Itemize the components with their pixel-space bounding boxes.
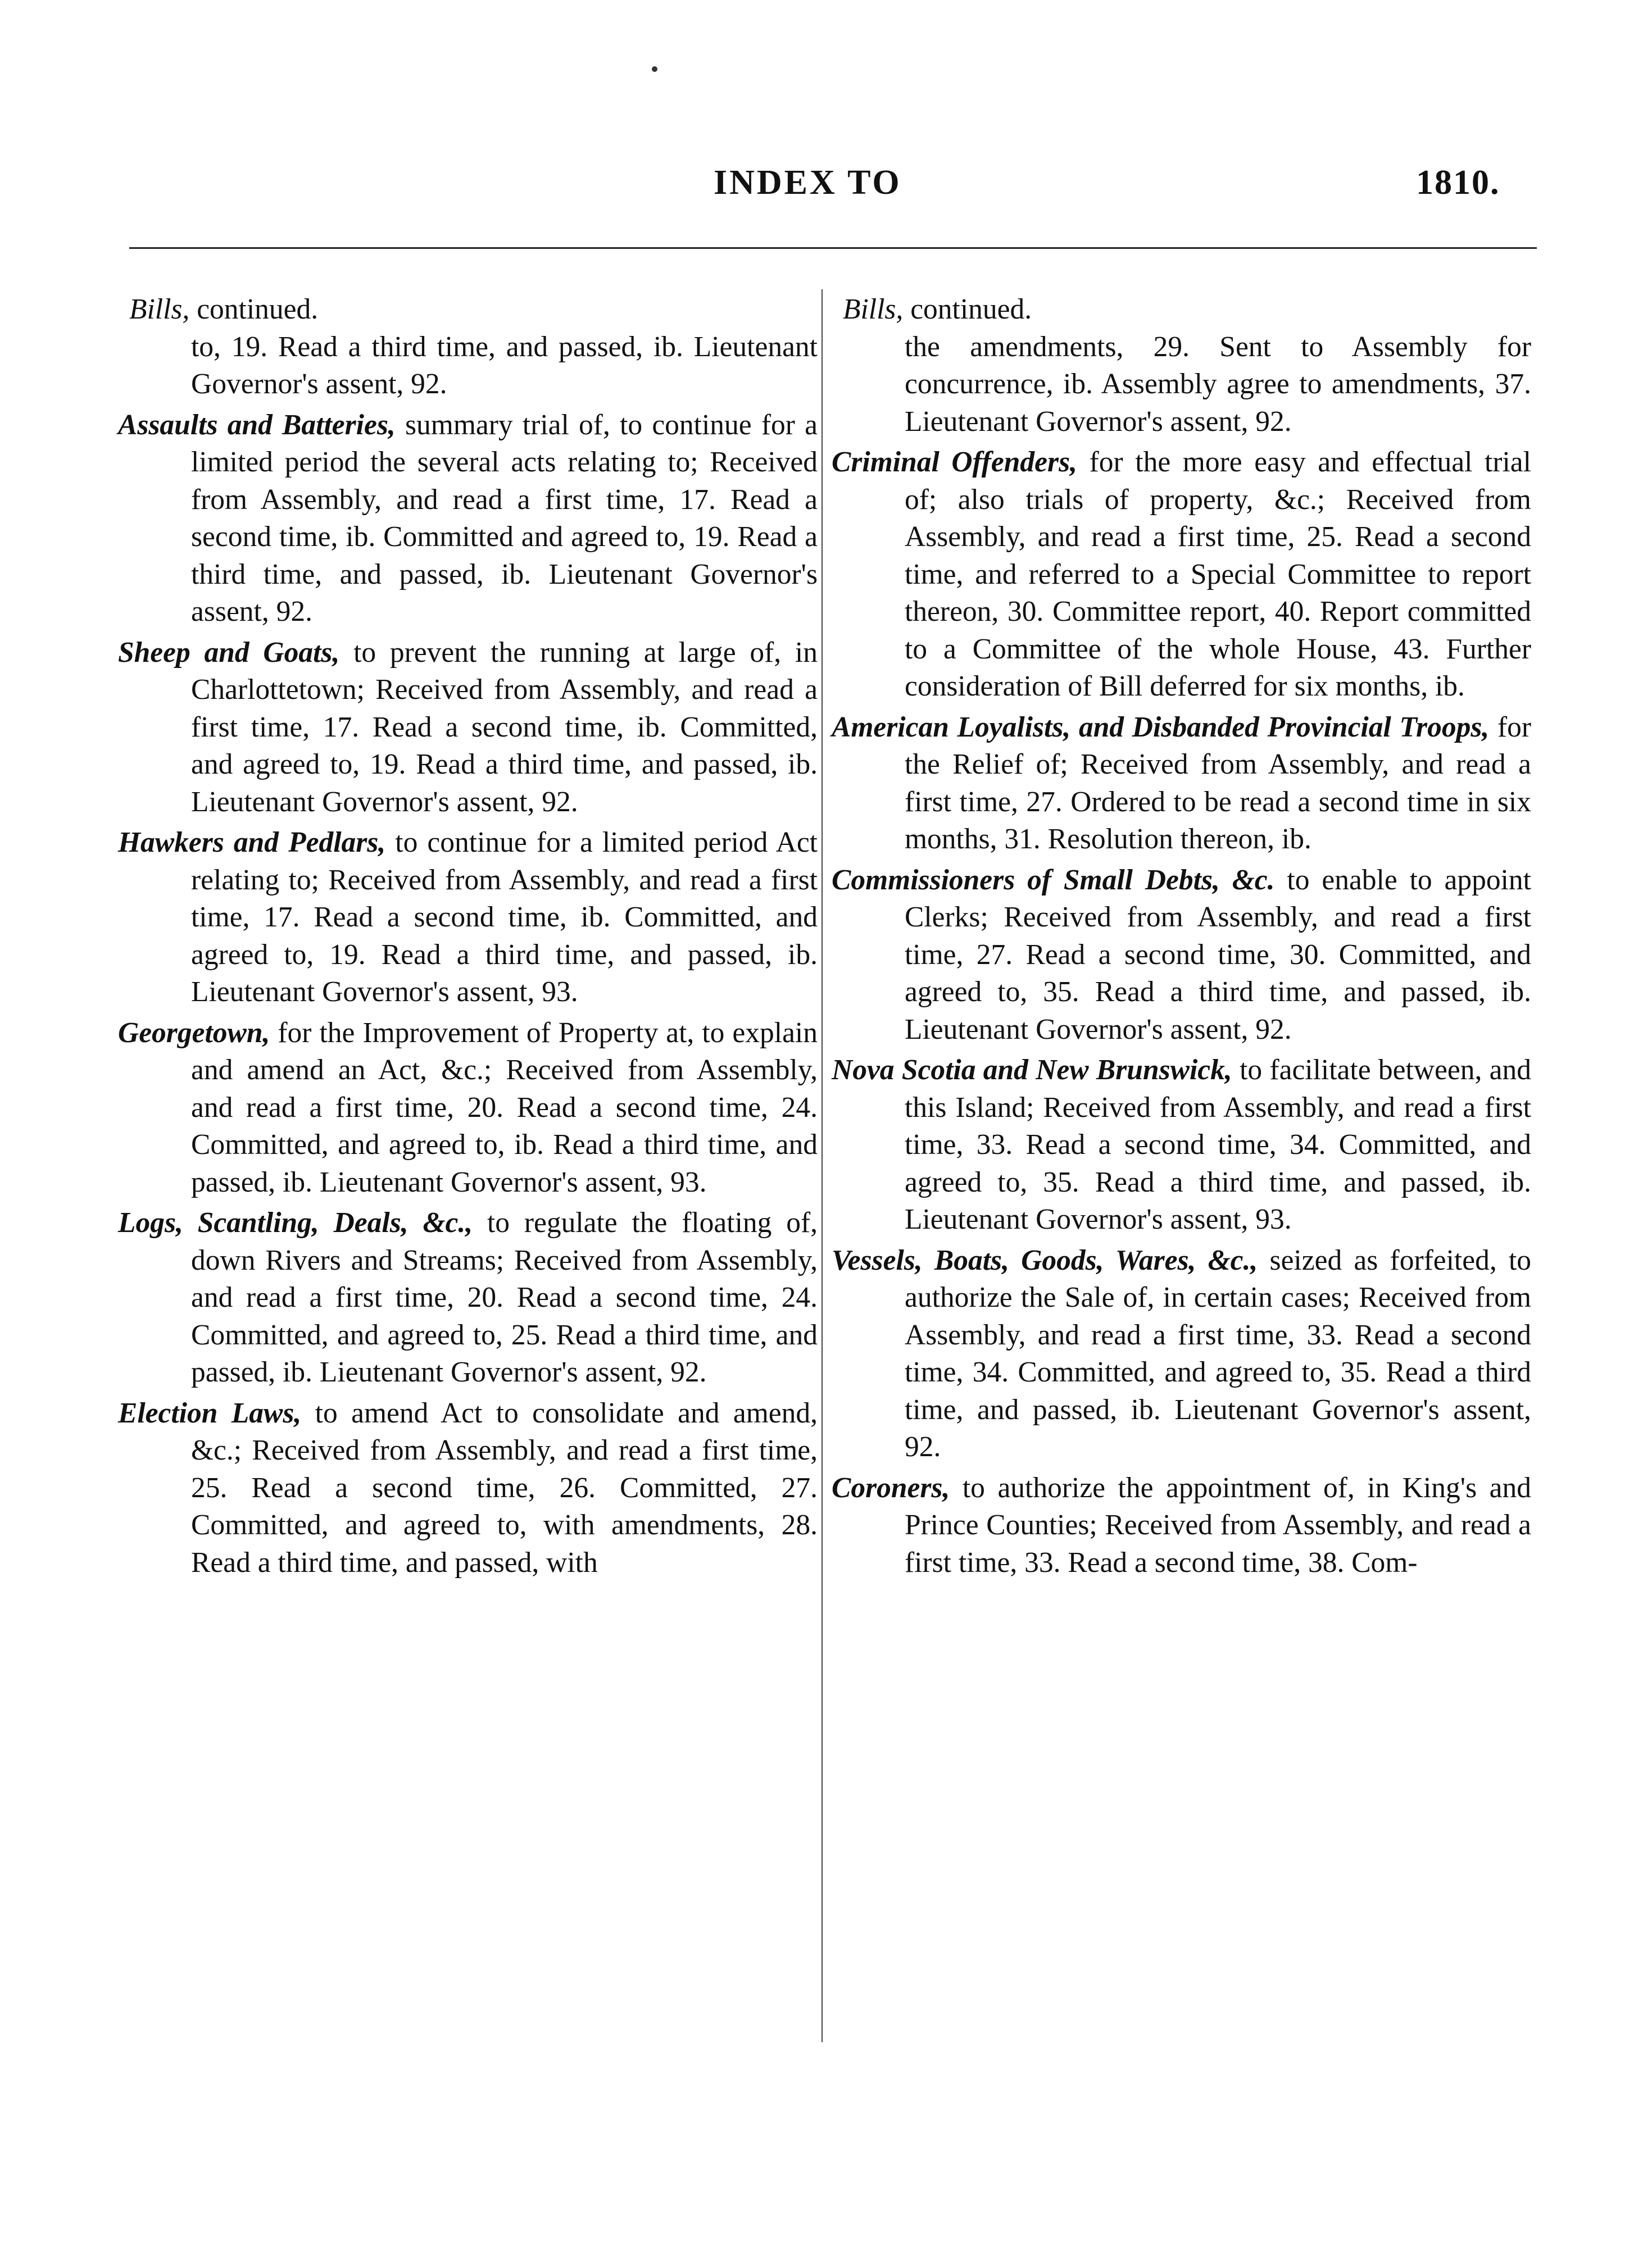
- entry-text: to continue for a limited period Act relating to; Received from Assembly, and read a first time, 17. Read a second time, ib. Committed, and agreed to, 19. Read a third time, and passed, ib. Lieutenant Governor's assent, 93.: [191, 826, 818, 1008]
- entry-title: Logs, Scantling, Deals, &c.,: [118, 1207, 473, 1239]
- entry-text: for the more easy and effectual trial of; also trials of property, &c.; Received from Assembly, and read a first time, 25. Read a second time, and referred to a Special Committee to report thereon, 30. Committee report, 40. Report committed to a Committee of the whole House, 43. Further consideration of Bill deferred for six months, ib.: [905, 446, 1531, 702]
- index-entry: [832, 709, 1531, 858]
- entry-text: to enable to appoint Clerks; Received from Assembly, and read a first time, 27. Read a second time, 30. Committed, and agreed to, 35. Read a third time, and passed, ib. Lieutenant Governor's assent, 92.: [905, 863, 1531, 1046]
- entry-text: seized as forfeited, to authorize the Sale of, in certain cases; Received from Assembly, and read a first time, 33. Read a second time, 34. Committed, and agreed to, 35. Read a third time, and passed, ib. Lieutenant Governor's assent, 92.: [905, 1244, 1532, 1463]
- entry-text: to amend Act to consolidate and amend, &c.; Received from Assembly, and read a first time, 25. Read a second time, 26. Committed, 27. Committed, and agreed to, with amendments, 28. Read a third time, and passed, with: [191, 1397, 818, 1579]
- entry-text: to prevent the running at large of, in Charlottetown; Received from Assembly, and read a first time, 17. Read a second time, ib. Committed, and agreed to, 19. Read a third time, and passed, ib. Lieutenant Governor's assent, 92.: [191, 636, 818, 818]
- running-head: [129, 291, 818, 329]
- index-entry: [118, 634, 818, 821]
- entry-title: Criminal Offenders,: [832, 446, 1077, 478]
- entry-title: Vessels, Boats, Goods, Wares, &c.,: [832, 1244, 1258, 1276]
- index-entry: [832, 444, 1531, 706]
- entry-text: for the Improvement of Property at, to explain and amend an Act, &c.; Received from Assembly, and read a first time, 20. Read a second time, 24. Committed, and agreed to, ib. Read a third time, and passed, ib. Lieutenant Governor's assent, 93.: [191, 1016, 818, 1198]
- header-rule: [129, 247, 1537, 249]
- right-column: [832, 291, 1531, 1581]
- entry-title: Assaults and Batteries,: [118, 408, 396, 441]
- page-speck: [652, 66, 657, 72]
- page-title: INDEX TO: [714, 163, 902, 202]
- entry-text: to facilitate between, and this Island; Received from Assembly, and read a first time, 33. Read a second time, 34. Committed, and agreed to, 35. Read a third time, and passed, ib. Lieutenant Governor's assent, 93.: [905, 1054, 1531, 1235]
- index-entry: [118, 1395, 818, 1582]
- index-entry: [118, 1205, 818, 1392]
- index-entry: [118, 407, 818, 631]
- entry-title: Georgetown,: [118, 1016, 270, 1049]
- index-entry: [118, 1015, 818, 1202]
- entry-text: to authorize the appointment of, in King's and Prince Counties; Received from Assembly, and read a first time, 33. Read a second time, 38. Com-: [905, 1471, 1531, 1579]
- running-head: [843, 291, 1531, 329]
- index-entry: [832, 1052, 1531, 1239]
- entry-text: for the Relief of; Received from Assembly, and read a first time, 27. Ordered to be read a second time in six months, 31. Resolution thereon, ib.: [905, 711, 1531, 855]
- entry-text: summary trial of, to continue for a limited period the several acts relating to; Received from Assembly, and read a first time, 17. Read a second time, ib. Committed and agreed to, 19. Read a third time, and passed, ib. Lieutenant Governor's assent, 92.: [191, 408, 818, 628]
- index-entry: [832, 1242, 1531, 1466]
- continuation-text: the amendments, 29. Sent to Assembly for concurrence, ib. Assembly agree to amendments, 37. Lieutenant Governor's assent, 92.: [905, 330, 1531, 438]
- entry-title: Election Laws,: [118, 1397, 302, 1429]
- page-year: 1810.: [1416, 163, 1500, 202]
- page-header: [0, 163, 1652, 213]
- continuation-text: to, 19. Read a third time, and passed, ib. Lieutenant Governor's assent, 92.: [191, 330, 818, 400]
- entry-title: Hawkers and Pedlars,: [118, 826, 386, 858]
- index-entry: [832, 862, 1531, 1049]
- entry-title: American Loyalists, and Disbanded Provincial Troops,: [832, 711, 1490, 743]
- left-column: [118, 291, 818, 1581]
- running-head-suffix: continued.: [189, 293, 319, 325]
- entry-text: to regulate the floating of, down Rivers and Streams; Received from Assembly, and read a first time, 20. Read a second time, 24. Committed, and agreed to, 25. Read a third time, and passed, ib. Lieutenant Governor's assent, 92.: [191, 1207, 818, 1388]
- running-head-title: Bills,: [843, 293, 904, 325]
- entry-title: Sheep and Goats,: [118, 636, 340, 669]
- entry-title: Commissioners of Small Debts, &c.: [832, 863, 1275, 896]
- entry-title: Nova Scotia and New Brunswick,: [832, 1054, 1232, 1086]
- running-head-suffix: continued.: [903, 293, 1032, 325]
- index-entry: [832, 1470, 1531, 1582]
- entry-title: Coroners,: [832, 1471, 950, 1504]
- column-divider: [822, 289, 823, 2042]
- index-entry: [118, 824, 818, 1011]
- running-head-title: Bills,: [129, 293, 190, 325]
